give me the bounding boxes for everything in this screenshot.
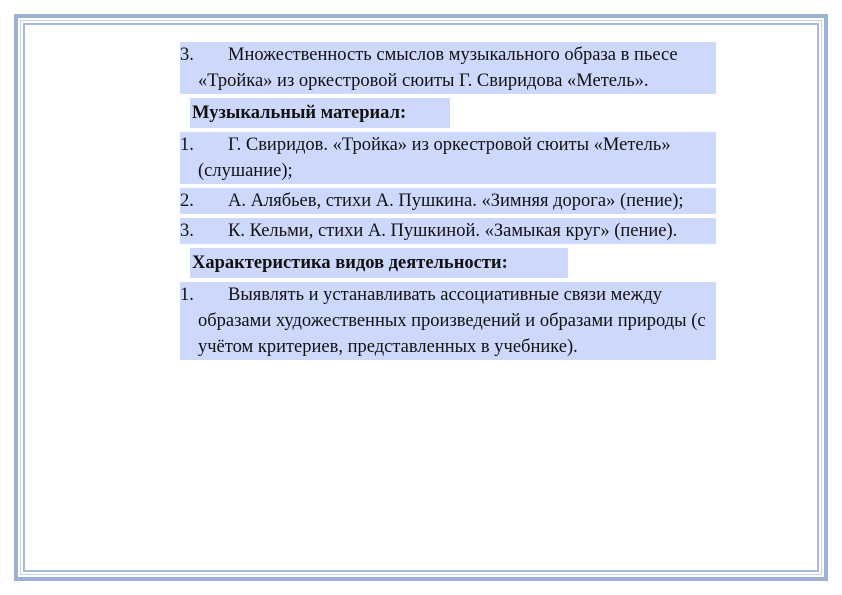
list-number: 2. [180,191,194,211]
intro-list-item [180,42,716,94]
list-item-text: К. Кельми, стихи А. Пушкиной. «Замыкая круг» (пение). [228,221,678,241]
list-item-text: Выявлять и устанавливать ассоциативные связи между образами художественных произведений и образами природы (с учётом критериев, представленных в учебнике). [198,285,706,357]
list-item-text: Г. Свиридов. «Тройка» из оркестровой сюиты «Метель» (слушание); [198,135,671,181]
activity-list-item [180,282,716,360]
material-list-item [180,188,716,214]
list-number: 1. [180,285,194,305]
list-item-text: Множественность смыслов музыкального образа в пьесе «Тройка» из оркестровой сюиты Г. Свиридова «Метель». [198,45,678,91]
material-list-item [180,132,716,184]
list-item-text: А. Алябьев, стихи А. Пушкина. «Зимняя дорога» (пение); [228,191,684,211]
list-number: 3. [180,45,194,65]
material-heading: Музыкальный материал: [190,98,450,128]
list-number: 1. [180,135,194,155]
material-list-item [180,218,716,244]
activity-heading: Характеристика видов деятельности: [190,248,568,278]
list-number: 3. [180,221,194,241]
lesson-content [180,42,716,364]
